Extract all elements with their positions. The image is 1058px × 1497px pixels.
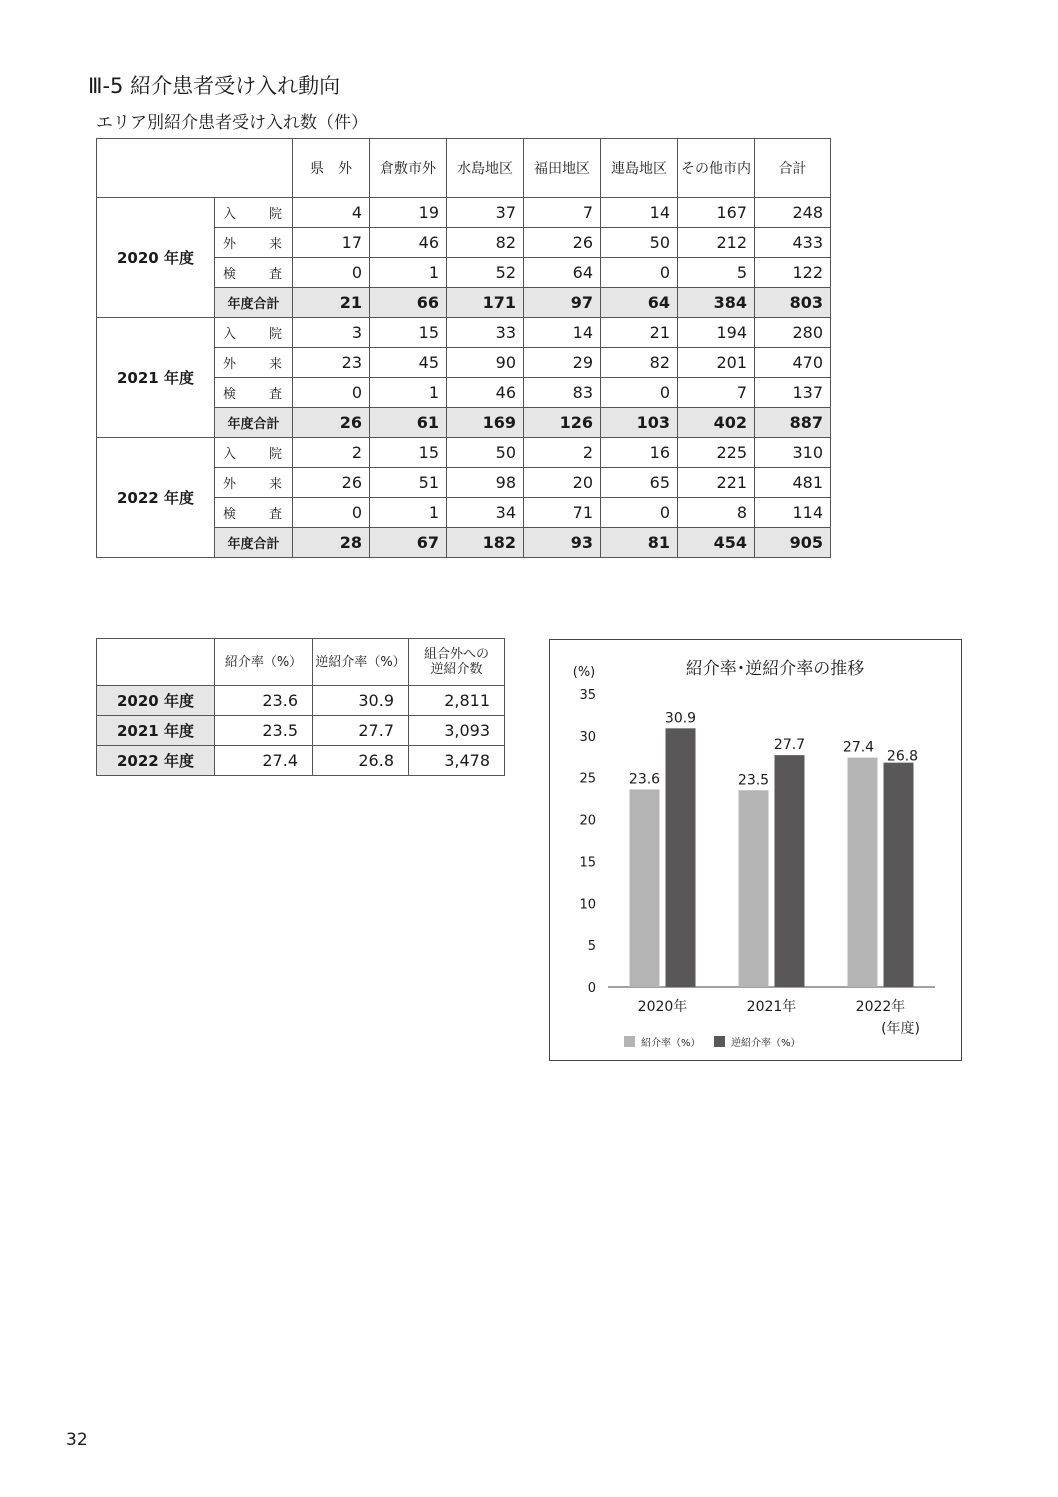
table-cell: 194 <box>678 318 755 348</box>
col-header: その他市内 <box>678 139 755 198</box>
col-header: 連島地区 <box>601 139 678 198</box>
table-cell: 0 <box>293 378 370 408</box>
table-cell: 0 <box>293 498 370 528</box>
table-cell: 93 <box>524 528 601 558</box>
reverse-rate-cell: 26.8 <box>313 746 409 776</box>
table-cell: 384 <box>678 288 755 318</box>
section-title: Ⅲ-5 紹介患者受け入れ動向 <box>88 74 341 98</box>
table-cell: 2 <box>524 438 601 468</box>
table-cell: 310 <box>755 438 831 468</box>
table-row <box>97 686 505 716</box>
year-label: 2021 年度 <box>97 716 215 746</box>
table-cell: 0 <box>601 378 678 408</box>
legend-label: 逆紹介率（%） <box>731 1038 801 1049</box>
table-cell: 16 <box>601 438 678 468</box>
table-cell: 66 <box>370 288 447 318</box>
table-cell: 402 <box>678 408 755 438</box>
rate-cell: 27.4 <box>215 746 313 776</box>
x-tick-label: 2020年 <box>637 999 688 1015</box>
table-cell: 201 <box>678 348 755 378</box>
table-cell: 17 <box>293 228 370 258</box>
col-header: 紹介率（%） <box>215 639 313 686</box>
bar-reverse-referral-rate <box>666 728 696 987</box>
x-tick-label: 2022年 <box>855 999 906 1015</box>
area-referral-table <box>96 138 831 558</box>
bar-referral-rate <box>739 790 769 987</box>
y-tick-label: 10 <box>579 897 596 913</box>
table-cell: 1 <box>370 498 447 528</box>
legend-label: 紹介率（%） <box>641 1038 701 1049</box>
row-label: 入 院 <box>215 438 293 468</box>
table-cell: 26 <box>293 468 370 498</box>
table-cell: 122 <box>755 258 831 288</box>
row-label: 入 院 <box>215 318 293 348</box>
year-label: 2022 年度 <box>97 746 215 776</box>
table-cell: 61 <box>370 408 447 438</box>
table-cell: 221 <box>678 468 755 498</box>
table-cell: 52 <box>447 258 524 288</box>
data-label: 27.7 <box>773 737 806 754</box>
header-blank <box>97 639 215 686</box>
y-tick-label: 5 <box>587 939 596 955</box>
table-row <box>97 318 831 348</box>
table-cell: 1 <box>370 378 447 408</box>
row-label: 外 来 <box>215 228 293 258</box>
col-header <box>409 639 505 686</box>
rate-trend-chart <box>549 639 962 1061</box>
data-label: 23.5 <box>737 772 770 789</box>
year-label: 2022 年度 <box>97 438 215 558</box>
table-cell: 26 <box>293 408 370 438</box>
table-cell: 225 <box>678 438 755 468</box>
referral-rate-table <box>96 638 505 776</box>
table-cell: 103 <box>601 408 678 438</box>
row-label: 検 査 <box>215 258 293 288</box>
row-label: 年度合計 <box>215 288 293 318</box>
chart-title: 紹介率･逆紹介率の推移 <box>685 659 865 679</box>
table-cell: 167 <box>678 198 755 228</box>
table-cell: 5 <box>678 258 755 288</box>
col-header: 水島地区 <box>447 139 524 198</box>
x-axis-label: (年度) <box>881 1021 920 1037</box>
table-cell: 454 <box>678 528 755 558</box>
table-cell: 212 <box>678 228 755 258</box>
table-cell: 34 <box>447 498 524 528</box>
col-header: 合計 <box>755 139 831 198</box>
table-cell: 481 <box>755 468 831 498</box>
table-cell: 803 <box>755 288 831 318</box>
data-label: 23.6 <box>628 771 661 788</box>
col-header: 福田地区 <box>524 139 601 198</box>
table-cell: 14 <box>524 318 601 348</box>
y-tick-label: 25 <box>579 771 596 787</box>
row-label: 年度合計 <box>215 528 293 558</box>
table-cell: 21 <box>293 288 370 318</box>
x-tick-label: 2021年 <box>746 999 797 1015</box>
reverse-rate-cell: 30.9 <box>313 686 409 716</box>
legend-swatch <box>714 1036 725 1047</box>
table-cell: 19 <box>370 198 447 228</box>
table-cell: 51 <box>370 468 447 498</box>
table-cell: 137 <box>755 378 831 408</box>
table-cell: 46 <box>447 378 524 408</box>
table-cell: 67 <box>370 528 447 558</box>
table-cell: 126 <box>524 408 601 438</box>
row-label: 外 来 <box>215 468 293 498</box>
reverse-count-cell: 2,811 <box>409 686 505 716</box>
area-table-header <box>97 139 831 198</box>
bar-reverse-referral-rate <box>775 755 805 987</box>
bar-reverse-referral-rate <box>884 763 914 987</box>
table-cell: 82 <box>601 348 678 378</box>
row-label: 入 院 <box>215 198 293 228</box>
table-cell: 23 <box>293 348 370 378</box>
bar-referral-rate <box>848 758 878 987</box>
table-cell: 33 <box>447 318 524 348</box>
table-cell: 182 <box>447 528 524 558</box>
table-cell: 7 <box>678 378 755 408</box>
table-cell: 248 <box>755 198 831 228</box>
table-row <box>97 716 505 746</box>
chart-svg <box>550 640 961 1060</box>
table-cell: 1 <box>370 258 447 288</box>
year-label: 2021 年度 <box>97 318 215 438</box>
year-label: 2020 年度 <box>97 198 215 318</box>
table-cell: 171 <box>447 288 524 318</box>
col-header: 逆紹介率（%） <box>313 639 409 686</box>
table-cell: 90 <box>447 348 524 378</box>
legend-swatch <box>624 1036 635 1047</box>
data-label: 27.4 <box>842 739 875 756</box>
table-cell: 50 <box>601 228 678 258</box>
table-cell: 81 <box>601 528 678 558</box>
table-cell: 83 <box>524 378 601 408</box>
col-header: 県 外 <box>293 139 370 198</box>
reverse-count-cell: 3,093 <box>409 716 505 746</box>
table-cell: 20 <box>524 468 601 498</box>
table-cell: 15 <box>370 318 447 348</box>
table-cell: 0 <box>293 258 370 288</box>
table-cell: 71 <box>524 498 601 528</box>
table-cell: 2 <box>293 438 370 468</box>
col-header-line2: 逆紹介数 <box>430 662 483 677</box>
table-cell: 98 <box>447 468 524 498</box>
table-cell: 37 <box>447 198 524 228</box>
rate-cell: 23.5 <box>215 716 313 746</box>
table-cell: 4 <box>293 198 370 228</box>
col-header: 倉敷市外 <box>370 139 447 198</box>
row-label: 検 査 <box>215 498 293 528</box>
table-cell: 28 <box>293 528 370 558</box>
data-label: 26.8 <box>886 748 919 765</box>
row-label: 年度合計 <box>215 408 293 438</box>
row-label: 検 査 <box>215 378 293 408</box>
table-cell: 0 <box>601 498 678 528</box>
y-tick-label: 0 <box>587 981 596 996</box>
table-cell: 65 <box>601 468 678 498</box>
table-cell: 82 <box>447 228 524 258</box>
table-cell: 114 <box>755 498 831 528</box>
table-cell: 97 <box>524 288 601 318</box>
y-tick-label: 30 <box>579 729 596 745</box>
rate-table-header <box>97 639 505 686</box>
table-cell: 3 <box>293 318 370 348</box>
table-cell: 15 <box>370 438 447 468</box>
table-cell: 887 <box>755 408 831 438</box>
y-tick-label: 20 <box>579 813 596 829</box>
year-label: 2020 年度 <box>97 686 215 716</box>
y-tick-label: 15 <box>579 855 596 871</box>
table-cell: 21 <box>601 318 678 348</box>
table-cell: 45 <box>370 348 447 378</box>
table-cell: 280 <box>755 318 831 348</box>
reverse-count-cell: 3,478 <box>409 746 505 776</box>
y-tick-label: 35 <box>579 688 596 703</box>
table-subtitle: エリア別紹介患者受け入れ数（件） <box>96 113 368 133</box>
table-cell: 7 <box>524 198 601 228</box>
y-axis-label: (%) <box>572 665 596 680</box>
table-cell: 433 <box>755 228 831 258</box>
row-label: 外 来 <box>215 348 293 378</box>
table-cell: 64 <box>601 288 678 318</box>
rate-cell: 23.6 <box>215 686 313 716</box>
reverse-rate-cell: 27.7 <box>313 716 409 746</box>
table-cell: 26 <box>524 228 601 258</box>
table-cell: 905 <box>755 528 831 558</box>
table-row <box>97 746 505 776</box>
table-cell: 470 <box>755 348 831 378</box>
table-cell: 64 <box>524 258 601 288</box>
bar-referral-rate <box>630 789 660 987</box>
table-cell: 46 <box>370 228 447 258</box>
col-header-line1: 組合外への <box>423 647 489 662</box>
table-cell: 169 <box>447 408 524 438</box>
header-blank <box>97 139 293 198</box>
table-row <box>97 198 831 228</box>
table-cell: 50 <box>447 438 524 468</box>
table-cell: 14 <box>601 198 678 228</box>
data-label: 30.9 <box>664 710 697 727</box>
table-cell: 29 <box>524 348 601 378</box>
table-cell: 0 <box>601 258 678 288</box>
table-row <box>97 438 831 468</box>
table-cell: 8 <box>678 498 755 528</box>
page-number: 32 <box>66 1430 88 1450</box>
